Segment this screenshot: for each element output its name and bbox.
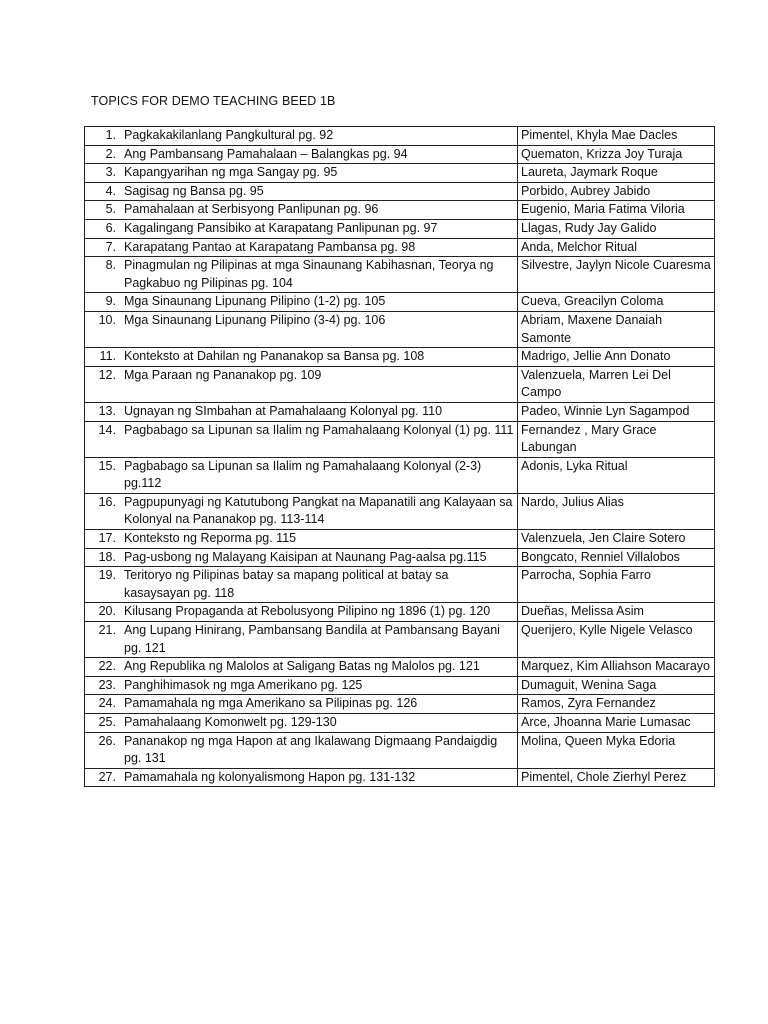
topic-cell	[85, 530, 518, 549]
row-number: 27.	[98, 769, 116, 784]
topic-cell	[85, 548, 518, 567]
topic-cell	[85, 421, 518, 457]
row-number: 23.	[98, 677, 116, 692]
topic-cell	[85, 402, 518, 421]
row-number: 11.	[99, 349, 116, 364]
row-number: 12.	[98, 367, 116, 382]
table-row	[85, 530, 715, 549]
topic-title: Pagkakakilanlang Pangkultural pg. 92	[124, 128, 334, 142]
assignee-name: Fernandez , Mary Grace Labungan	[518, 421, 715, 457]
row-number: 9.	[105, 294, 116, 309]
topic-title: Mga Paraan ng Pananakop pg. 109	[124, 367, 322, 382]
row-number: 15.	[98, 458, 116, 473]
row-number: 16.	[98, 494, 116, 509]
topic-cell	[85, 658, 518, 677]
topic-title: Pagbabago sa Lipunan sa Ilalim ng Pamahalaang Kolonyal (1) pg. 111	[124, 422, 514, 437]
row-number: 4.	[105, 183, 116, 198]
topic-cell	[85, 201, 518, 220]
topic-title: Teritoryo ng Pilipinas batay sa mapang political at batay sa kasaysayan pg. 118	[124, 568, 449, 600]
assignee-name: Querijero, Kylle Nigele Velasco	[518, 622, 715, 658]
table-row	[85, 548, 715, 567]
topic-title: Pamamahala ng mga Amerikano sa Pilipinas pg. 126	[124, 696, 418, 711]
topic-cell	[85, 366, 518, 402]
topic-title: Konteksto at Dahilan ng Pananakop sa Bansa pg. 108	[124, 349, 425, 364]
row-number: 6.	[105, 220, 116, 235]
table-row	[85, 257, 715, 293]
row-number: 26.	[98, 733, 116, 748]
topics-table	[84, 126, 715, 787]
topic-cell	[85, 182, 518, 201]
row-number: 2.	[105, 146, 116, 161]
assignee-name: Adonis, Lyka Ritual	[518, 457, 715, 493]
topic-title: Konteksto ng Reporma pg. 115	[124, 531, 297, 546]
topic-title: Mga Sinaunang Lipunang Pilipino (1-2) pg. 105	[124, 294, 386, 309]
assignee-name: Valenzuela, Marren Lei Del Campo	[518, 366, 715, 402]
row-number: 13.	[98, 403, 116, 418]
row-number: 19.	[98, 568, 116, 583]
assignee-name: Ramos, Zyra Fernandez	[518, 695, 715, 714]
topic-cell	[85, 238, 518, 257]
table-row	[85, 348, 715, 367]
topic-title: Ang Pambansang Pamahalaan – Balangkas pg. 94	[124, 146, 408, 161]
row-number: 8.	[105, 258, 116, 273]
assignee-name: Arce, Jhoanna Marie Lumasac	[518, 714, 715, 733]
row-number: 17.	[98, 531, 116, 546]
table-row	[85, 732, 715, 768]
topic-cell	[85, 348, 518, 367]
table-row	[85, 127, 715, 146]
row-number: 18.	[98, 549, 116, 564]
topic-title: Ang Republika ng Malolos at Saligang Batas ng Malolos pg. 121	[124, 659, 480, 674]
topic-title: Panghihimasok ng mga Amerikano pg. 125	[124, 677, 363, 692]
topic-title: Pinagmulan ng Pilipinas at mga Sinaunang Kabihasnan, Teorya ng Pagkabuo ng Pilipinas pg. 104	[124, 258, 494, 290]
assignee-name: Laureta, Jaymark Roque	[518, 164, 715, 183]
row-number: 21.	[98, 623, 116, 638]
topic-title: Pagpupunyagi ng Katutubong Pangkat na Mapanatili ang Kalayaan sa Kolonyal na Pananakop pg. 113-114	[124, 494, 513, 527]
topic-cell	[85, 127, 518, 146]
table-row	[85, 238, 715, 257]
row-number: 22.	[98, 659, 116, 674]
table-row	[85, 603, 715, 622]
topic-cell	[85, 676, 518, 695]
assignee-name: Cueva, Greacilyn Coloma	[518, 293, 715, 312]
assignee-name: Parrocha, Sophia Farro	[518, 567, 715, 603]
table-row	[85, 768, 715, 787]
topic-title: Kilusang Propaganda at Rebolusyong Pilipino ng 1896 (1) pg. 120	[124, 604, 491, 619]
topic-cell	[85, 732, 518, 768]
assignee-name: Llagas, Rudy Jay Galido	[518, 219, 715, 238]
table-row	[85, 293, 715, 312]
topic-cell	[85, 311, 518, 347]
assignee-name: Nardo, Julius Alias	[518, 493, 715, 529]
assignee-name: Molina, Queen Myka Edoria	[518, 732, 715, 768]
topic-title: Pamahalaang Komonwelt pg. 129-130	[124, 715, 337, 729]
assignee-name: Marquez, Kim Alliahson Macarayo	[518, 658, 715, 677]
assignee-name: Pimentel, Khyla Mae Dacles	[518, 127, 715, 146]
row-number: 20.	[98, 604, 116, 619]
topic-cell	[85, 293, 518, 312]
topic-title: Sagisag ng Bansa pg. 95	[124, 183, 264, 198]
topic-title: Kapangyarihan ng mga Sangay pg. 95	[124, 165, 338, 180]
row-number: 3.	[105, 165, 116, 180]
topic-cell	[85, 603, 518, 622]
topic-cell	[85, 493, 518, 529]
row-number: 7.	[105, 239, 116, 254]
assignee-name: Anda, Melchor Ritual	[518, 238, 715, 257]
table-row	[85, 201, 715, 220]
assignee-name: Padeo, Winnie Lyn Sagampod	[518, 402, 715, 421]
topic-cell	[85, 257, 518, 293]
assignee-name: Dueñas, Melissa Asim	[518, 603, 715, 622]
table-row	[85, 567, 715, 603]
assignee-name: Quematon, Krizza Joy Turaja	[518, 145, 715, 164]
topic-title: Pagbabago sa Lipunan sa Ilalim ng Pamahalaang Kolonyal (2-3) pg.112	[124, 458, 482, 491]
assignee-name: Pimentel, Chole Zierhyl Perez	[518, 768, 715, 787]
topic-title: Ang Lupang Hinirang, Pambansang Bandila at Pambansang Bayani pg. 121	[124, 623, 500, 655]
topic-title: Karapatang Pantao at Karapatang Pambansa pg. 98	[124, 239, 416, 254]
topic-cell	[85, 567, 518, 603]
row-number: 24.	[98, 696, 116, 711]
topic-title: Mga Sinaunang Lipunang Pilipino (3-4) pg. 106	[124, 312, 386, 327]
topic-cell	[85, 145, 518, 164]
table-row	[85, 622, 715, 658]
assignee-name: Porbido, Aubrey Jabido	[518, 182, 715, 201]
assignee-name: Abriam, Maxene Danaiah Samonte	[518, 311, 715, 347]
row-number: 10.	[98, 312, 116, 327]
row-number: 1.	[105, 128, 116, 142]
table-row	[85, 493, 715, 529]
topic-title: Pamamahala ng kolonyalismong Hapon pg. 131-132	[124, 769, 416, 784]
table-row	[85, 145, 715, 164]
table-row	[85, 164, 715, 183]
topic-cell	[85, 768, 518, 787]
topic-cell	[85, 714, 518, 733]
table-row	[85, 219, 715, 238]
assignee-name: Bongcato, Renniel Villalobos	[518, 548, 715, 567]
row-number: 5.	[105, 202, 116, 217]
table-row	[85, 676, 715, 695]
assignee-name: Eugenio, Maria Fatima Viloria	[518, 201, 715, 220]
topic-cell	[85, 695, 518, 714]
topic-title: Pamahalaan at Serbisyong Panlipunan pg. 96	[124, 202, 379, 217]
table-row	[85, 311, 715, 347]
topic-cell	[85, 219, 518, 238]
table-row	[85, 366, 715, 402]
table-row	[85, 658, 715, 677]
table-row	[85, 182, 715, 201]
assignee-name: Silvestre, Jaylyn Nicole Cuaresma	[518, 257, 715, 293]
assignee-name: Madrigo, Jellie Ann Donato	[518, 348, 715, 367]
topic-title: Kagalingang Pansibiko at Karapatang Panlipunan pg. 97	[124, 220, 438, 235]
topic-cell	[85, 457, 518, 493]
table-row	[85, 714, 715, 733]
row-number: 14.	[98, 422, 116, 437]
topic-cell	[85, 164, 518, 183]
topic-cell	[85, 622, 518, 658]
table-row	[85, 695, 715, 714]
table-row	[85, 421, 715, 457]
table-row	[85, 402, 715, 421]
document-title: TOPICS FOR DEMO TEACHING BEED 1B	[91, 94, 336, 108]
topic-title: Pananakop ng mga Hapon at ang Ikalawang Digmaang Pandaigdig pg. 131	[124, 733, 498, 766]
table-row	[85, 457, 715, 493]
topic-title: Ugnayan ng SImbahan at Pamahalaang Kolonyal pg. 110	[124, 403, 443, 418]
topics-table-body	[85, 127, 715, 787]
assignee-name: Valenzuela, Jen Claire Sotero	[518, 530, 715, 549]
row-number: 25.	[98, 715, 116, 729]
topic-title: Pag-usbong ng Malayang Kaisipan at Naunang Pag-aalsa pg.115	[124, 549, 487, 564]
assignee-name: Dumaguit, Wenina Saga	[518, 676, 715, 695]
